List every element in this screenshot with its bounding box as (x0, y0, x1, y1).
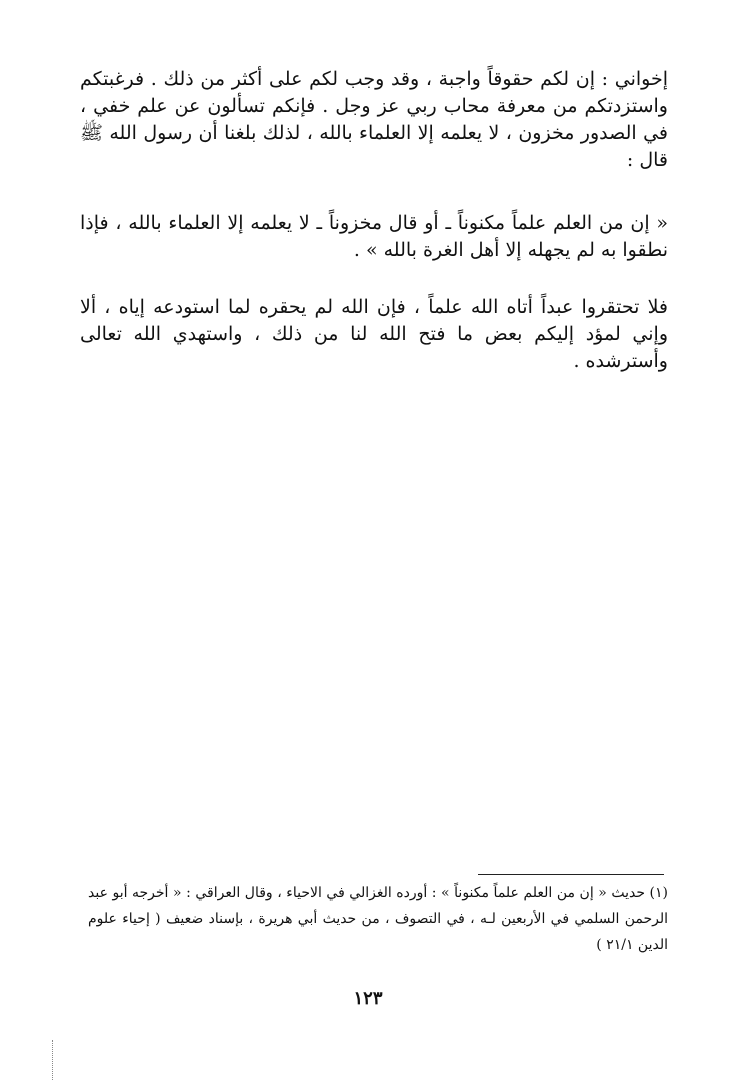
footnote: (١) حديث « إن من العلم علماً مكنوناً » : أورده الغزالي في الاحياء ، وقال العراقي : « أخرجه أبو عبد الرحمن السلمي في الأربعين لـه ، في التصوف ، من حديث أبي هريرة ، بإسناد ضعيف ( إحياء علوم الدين ٢١/١ ) (88, 885, 668, 953)
paragraph-2-hadith-quote: « إن من العلم علماً مكنوناً ـ أو قال مخزوناً ـ لا يعلمه إلا العلماء بالله ، فإذا نطقوا به لم يجهله إلا أهل الغرة بالله » . (80, 212, 668, 261)
scan-margin-mark (52, 1040, 54, 1080)
footnote-separator (478, 874, 664, 875)
page-number: ١٢٣ (353, 988, 383, 1009)
paragraph-1: إخواني : إن لكم حقوقاً واجبة ، وقد وجب لكم على أكثر من ذلك . فرغبتكم واستزدتكم من معرفة محاب ربي عز وجل . فإنكم تسألون عن علم خفي ، في الصدور مخزون ، لا يعلمه إلا العلماء بالله ، لذلك بلغنا أن رسول الله ﷺ قال : (80, 68, 668, 171)
paragraph-3: فلا تحتقروا عبداً أتاه الله علماً ، فإن الله لم يحقره لما استودعه إياه ، ألا وإني لمؤد إليكم بعض ما فتح الله لنا من ذلك ، واستهدي الله تعالى وأسترشده . (80, 296, 668, 372)
